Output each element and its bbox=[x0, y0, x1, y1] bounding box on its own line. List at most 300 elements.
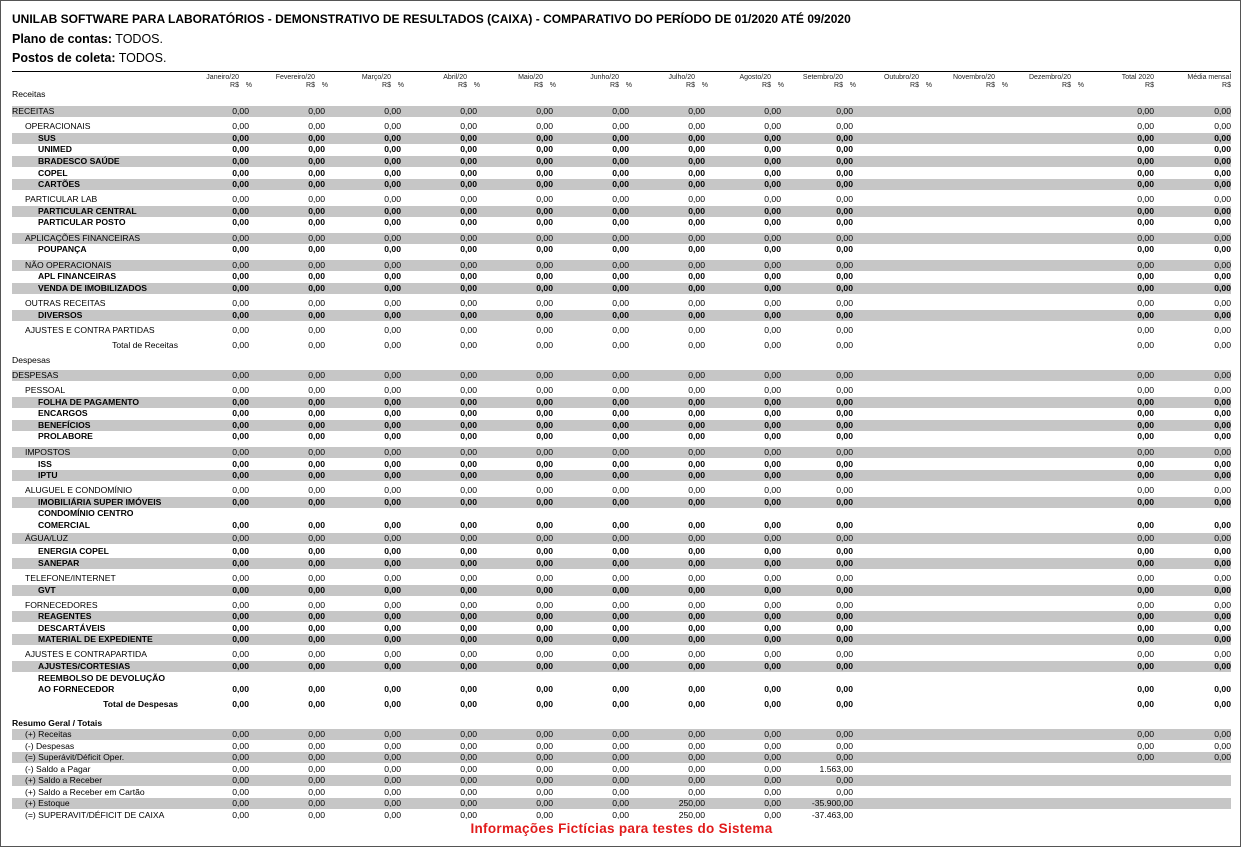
table-row bbox=[12, 233, 1231, 244]
row-value: 0,00 bbox=[612, 408, 629, 418]
row-value: 0,00 bbox=[612, 533, 629, 543]
row-value: 0,00 bbox=[836, 661, 853, 671]
col-header-percent: % bbox=[625, 82, 632, 89]
table-row bbox=[12, 673, 1231, 684]
row-value: 0,00 bbox=[384, 121, 401, 131]
row-value: 0,00 bbox=[688, 283, 705, 293]
row-value: 0,00 bbox=[1214, 611, 1231, 621]
row-value: 0,00 bbox=[1137, 233, 1154, 243]
row-value: 0,00 bbox=[536, 699, 553, 709]
row-value: 0,00 bbox=[1137, 298, 1154, 308]
row-label: (+) Saldo a Receber em Cartão bbox=[25, 787, 145, 797]
row-label: REEMBOLSO DE DEVOLUÇÃO bbox=[38, 673, 166, 683]
row-value: 0,00 bbox=[308, 775, 325, 785]
col-header-currency: R$ bbox=[1062, 82, 1071, 89]
row-value: 0,00 bbox=[1214, 271, 1231, 281]
row-value: 0,00 bbox=[384, 611, 401, 621]
row-value: 0,00 bbox=[1214, 533, 1231, 543]
row-value: 0,00 bbox=[764, 206, 781, 216]
row-value: 0,00 bbox=[1137, 179, 1154, 189]
row-label: FORNECEDORES bbox=[25, 600, 98, 610]
row-value: 0,00 bbox=[1137, 752, 1154, 762]
row-label: IMOBILIÁRIA SUPER IMÓVEIS bbox=[38, 497, 162, 507]
row-value: 0,00 bbox=[1214, 684, 1231, 694]
row-value: 0,00 bbox=[460, 194, 477, 204]
row-value: 0,00 bbox=[384, 661, 401, 671]
table-row bbox=[12, 89, 1231, 100]
row-label: (=) Superávit/Déficit Oper. bbox=[25, 752, 125, 762]
row-value: 0,00 bbox=[232, 310, 249, 320]
row-label: OUTRAS RECEITAS bbox=[25, 298, 106, 308]
row-value: 0,00 bbox=[384, 156, 401, 166]
row-value: 0,00 bbox=[1137, 244, 1154, 254]
table-row bbox=[12, 775, 1231, 786]
table-row bbox=[12, 485, 1231, 496]
row-value: 0,00 bbox=[836, 283, 853, 293]
row-value: 0,00 bbox=[384, 447, 401, 457]
row-value: 0,00 bbox=[1214, 397, 1231, 407]
col-header-currency: R$ bbox=[834, 82, 843, 89]
table-row bbox=[12, 283, 1231, 294]
row-value: 0,00 bbox=[764, 144, 781, 154]
row-value: 0,00 bbox=[384, 741, 401, 751]
row-value: 0,00 bbox=[1214, 408, 1231, 418]
row-value: 0,00 bbox=[688, 260, 705, 270]
row-label: APL FINANCEIRAS bbox=[38, 271, 117, 281]
row-value: 0,00 bbox=[1137, 573, 1154, 583]
row-value: 0,00 bbox=[384, 533, 401, 543]
row-value: 0,00 bbox=[460, 179, 477, 189]
row-value: 0,00 bbox=[308, 470, 325, 480]
row-value: 0,00 bbox=[1214, 340, 1231, 350]
row-value: 0,00 bbox=[688, 397, 705, 407]
row-value: 0,00 bbox=[612, 699, 629, 709]
row-value: 0,00 bbox=[764, 497, 781, 507]
row-value: 0,00 bbox=[232, 408, 249, 418]
row-label: PARTICULAR LAB bbox=[25, 194, 98, 204]
row-value: 0,00 bbox=[1137, 661, 1154, 671]
row-value: 0,00 bbox=[232, 168, 249, 178]
row-value: 0,00 bbox=[536, 623, 553, 633]
postos-label: Postos de coleta: bbox=[12, 51, 116, 65]
table-row bbox=[12, 325, 1231, 336]
row-value: 0,00 bbox=[612, 684, 629, 694]
row-value: 0,00 bbox=[612, 340, 629, 350]
row-value: 0,00 bbox=[688, 611, 705, 621]
row-value: 0,00 bbox=[232, 459, 249, 469]
row-value: 0,00 bbox=[232, 233, 249, 243]
row-value: 0,00 bbox=[460, 217, 477, 227]
row-value: 1.563,00 bbox=[819, 764, 853, 774]
row-value: 0,00 bbox=[460, 752, 477, 762]
row-value: 0,00 bbox=[836, 459, 853, 469]
row-value: 0,00 bbox=[836, 699, 853, 709]
row-value: 0,00 bbox=[536, 533, 553, 543]
row-value: 0,00 bbox=[232, 106, 249, 116]
row-value: 0,00 bbox=[536, 310, 553, 320]
row-value: 0,00 bbox=[460, 168, 477, 178]
row-value: 0,00 bbox=[460, 370, 477, 380]
row-label: VENDA DE IMOBILIZADOS bbox=[38, 283, 148, 293]
row-value: 0,00 bbox=[384, 649, 401, 659]
row-value: 0,00 bbox=[384, 206, 401, 216]
row-value: 0,00 bbox=[1137, 485, 1154, 495]
row-value: 0,00 bbox=[308, 144, 325, 154]
row-value: 0,00 bbox=[384, 370, 401, 380]
table-row bbox=[12, 370, 1231, 381]
row-value: 0,00 bbox=[1214, 156, 1231, 166]
row-label: Total de Receitas bbox=[112, 340, 178, 350]
row-value: 0,00 bbox=[1137, 310, 1154, 320]
row-value: 0,00 bbox=[688, 558, 705, 568]
col-header-percent: % bbox=[397, 82, 404, 89]
row-value: 0,00 bbox=[308, 325, 325, 335]
row-value: 0,00 bbox=[308, 168, 325, 178]
row-value: 0,00 bbox=[384, 385, 401, 395]
row-value: 0,00 bbox=[232, 533, 249, 543]
row-value: 0,00 bbox=[1137, 340, 1154, 350]
row-value: 0,00 bbox=[536, 283, 553, 293]
row-value: 0,00 bbox=[460, 649, 477, 659]
row-value: 0,00 bbox=[232, 298, 249, 308]
row-value: 0,00 bbox=[308, 431, 325, 441]
row-value: 0,00 bbox=[460, 206, 477, 216]
row-value: 0,00 bbox=[1214, 420, 1231, 430]
row-value: 0,00 bbox=[688, 271, 705, 281]
row-value: 0,00 bbox=[764, 764, 781, 774]
row-value: 0,00 bbox=[688, 661, 705, 671]
row-value: 0,00 bbox=[308, 217, 325, 227]
col-header-currency: R$ bbox=[382, 82, 391, 89]
table-row bbox=[12, 179, 1231, 190]
row-value: 0,00 bbox=[536, 634, 553, 644]
row-value: 0,00 bbox=[764, 325, 781, 335]
table-row bbox=[12, 206, 1231, 217]
row-value: 0,00 bbox=[1214, 370, 1231, 380]
row-value: 0,00 bbox=[612, 168, 629, 178]
row-value: 0,00 bbox=[536, 729, 553, 739]
row-label: TELEFONE/INTERNET bbox=[25, 573, 116, 583]
row-value: 0,00 bbox=[536, 752, 553, 762]
row-value: 250,00 bbox=[678, 798, 705, 808]
row-value: 0,00 bbox=[1137, 431, 1154, 441]
row-value: 0,00 bbox=[460, 611, 477, 621]
row-value: 0,00 bbox=[1137, 397, 1154, 407]
row-value: 0,00 bbox=[836, 558, 853, 568]
row-value: 0,00 bbox=[232, 764, 249, 774]
row-value: 0,00 bbox=[232, 340, 249, 350]
row-value: 0,00 bbox=[308, 459, 325, 469]
row-value: 0,00 bbox=[1214, 447, 1231, 457]
row-value: 0,00 bbox=[1214, 573, 1231, 583]
row-value: 0,00 bbox=[308, 520, 325, 530]
row-value: 0,00 bbox=[384, 168, 401, 178]
row-label: Despesas bbox=[12, 355, 51, 365]
row-label: BENEFÍCIOS bbox=[38, 420, 91, 430]
table-row bbox=[12, 718, 1231, 729]
row-value: 0,00 bbox=[460, 775, 477, 785]
row-value: 0,00 bbox=[612, 810, 629, 820]
row-value: 0,00 bbox=[688, 497, 705, 507]
row-value: 0,00 bbox=[688, 194, 705, 204]
row-value: 0,00 bbox=[688, 244, 705, 254]
row-value: 0,00 bbox=[1137, 729, 1154, 739]
table-row bbox=[12, 741, 1231, 752]
row-value: 0,00 bbox=[764, 741, 781, 751]
row-value: 0,00 bbox=[308, 447, 325, 457]
col-header-percent: % bbox=[473, 82, 480, 89]
row-value: 0,00 bbox=[764, 133, 781, 143]
row-value: 0,00 bbox=[308, 408, 325, 418]
row-value: 0,00 bbox=[836, 585, 853, 595]
row-value: 0,00 bbox=[308, 699, 325, 709]
row-value: 0,00 bbox=[232, 699, 249, 709]
col-header-percent: % bbox=[777, 82, 784, 89]
row-value: 0,00 bbox=[612, 271, 629, 281]
row-label: COMERCIAL bbox=[38, 520, 91, 530]
table-row bbox=[12, 684, 1231, 695]
table-row bbox=[12, 497, 1231, 508]
table-row bbox=[12, 397, 1231, 408]
row-value: 0,00 bbox=[1137, 370, 1154, 380]
row-value: 0,00 bbox=[384, 340, 401, 350]
row-value: 0,00 bbox=[764, 340, 781, 350]
row-value: 0,00 bbox=[460, 283, 477, 293]
row-label: (+) Receitas bbox=[25, 729, 72, 739]
row-value: 0,00 bbox=[384, 133, 401, 143]
row-value: 0,00 bbox=[536, 156, 553, 166]
row-value: 0,00 bbox=[1214, 106, 1231, 116]
row-value: 0,00 bbox=[536, 810, 553, 820]
table-row bbox=[12, 260, 1231, 271]
table-row bbox=[12, 661, 1231, 672]
row-value: 0,00 bbox=[764, 661, 781, 671]
row-value: 0,00 bbox=[688, 370, 705, 380]
row-value: 0,00 bbox=[612, 206, 629, 216]
row-value: 0,00 bbox=[1137, 741, 1154, 751]
row-value: 0,00 bbox=[1137, 271, 1154, 281]
row-value: 0,00 bbox=[836, 729, 853, 739]
row-value: 0,00 bbox=[536, 485, 553, 495]
row-value: 0,00 bbox=[308, 661, 325, 671]
row-value: 0,00 bbox=[1137, 611, 1154, 621]
row-value: 0,00 bbox=[536, 661, 553, 671]
table-row bbox=[12, 546, 1231, 557]
row-value: 0,00 bbox=[836, 325, 853, 335]
row-value: 0,00 bbox=[536, 546, 553, 556]
table-row bbox=[12, 470, 1231, 481]
row-value: 0,00 bbox=[308, 206, 325, 216]
row-label: RECEITAS bbox=[12, 106, 55, 116]
row-value: 0,00 bbox=[612, 397, 629, 407]
row-value: 0,00 bbox=[764, 623, 781, 633]
row-value: 0,00 bbox=[1137, 497, 1154, 507]
row-value: 0,00 bbox=[764, 634, 781, 644]
row-value: 0,00 bbox=[764, 385, 781, 395]
row-value: 0,00 bbox=[536, 520, 553, 530]
row-value: 0,00 bbox=[1137, 634, 1154, 644]
row-value: 0,00 bbox=[308, 260, 325, 270]
row-value: 0,00 bbox=[384, 397, 401, 407]
row-value: 0,00 bbox=[232, 661, 249, 671]
table-row bbox=[12, 244, 1231, 255]
row-label: OPERACIONAIS bbox=[25, 121, 91, 131]
row-value: 0,00 bbox=[688, 121, 705, 131]
table-row bbox=[12, 585, 1231, 596]
row-value: 0,00 bbox=[536, 420, 553, 430]
row-value: 0,00 bbox=[612, 431, 629, 441]
row-value: 0,00 bbox=[836, 144, 853, 154]
row-value: 0,00 bbox=[836, 217, 853, 227]
row-value: 0,00 bbox=[1137, 121, 1154, 131]
row-label: MATERIAL DE EXPEDIENTE bbox=[38, 634, 153, 644]
row-value: 0,00 bbox=[384, 298, 401, 308]
row-value: 0,00 bbox=[1137, 447, 1154, 457]
row-label: Resumo Geral / Totais bbox=[12, 718, 103, 728]
row-value: 0,00 bbox=[836, 397, 853, 407]
row-value: 0,00 bbox=[308, 585, 325, 595]
row-value: 0,00 bbox=[308, 764, 325, 774]
row-value: 0,00 bbox=[612, 775, 629, 785]
row-value: 0,00 bbox=[612, 787, 629, 797]
row-value: 0,00 bbox=[764, 244, 781, 254]
row-value: 0,00 bbox=[1214, 133, 1231, 143]
row-value: 0,00 bbox=[308, 106, 325, 116]
row-value: 0,00 bbox=[232, 775, 249, 785]
row-value: 0,00 bbox=[384, 244, 401, 254]
row-value: 0,00 bbox=[836, 271, 853, 281]
row-value: 0,00 bbox=[836, 431, 853, 441]
row-value: 0,00 bbox=[612, 260, 629, 270]
row-value: 0,00 bbox=[460, 420, 477, 430]
row-value: 0,00 bbox=[536, 397, 553, 407]
table-row bbox=[12, 133, 1231, 144]
row-value: 0,00 bbox=[308, 133, 325, 143]
table-row bbox=[12, 431, 1231, 442]
col-header-percent: % bbox=[1077, 82, 1084, 89]
row-label: POUPANÇA bbox=[38, 244, 87, 254]
row-label: DESPESAS bbox=[12, 370, 59, 380]
col-header-month: Abril/20 bbox=[443, 74, 467, 81]
row-value: 0,00 bbox=[1214, 179, 1231, 189]
row-value: 0,00 bbox=[836, 370, 853, 380]
row-value: 0,00 bbox=[536, 611, 553, 621]
row-value: 0,00 bbox=[308, 121, 325, 131]
row-value: 0,00 bbox=[536, 764, 553, 774]
row-value: 0,00 bbox=[1214, 497, 1231, 507]
row-label: AJUSTES/CORTESIAS bbox=[38, 661, 131, 671]
row-value: 0,00 bbox=[764, 408, 781, 418]
row-value: 0,00 bbox=[764, 533, 781, 543]
row-value: 0,00 bbox=[232, 558, 249, 568]
row-value: 0,00 bbox=[836, 133, 853, 143]
table-row bbox=[12, 533, 1231, 544]
row-value: 0,00 bbox=[764, 179, 781, 189]
row-label: ÁGUA/LUZ bbox=[25, 533, 68, 543]
row-value: 0,00 bbox=[612, 520, 629, 530]
row-value: 0,00 bbox=[1137, 133, 1154, 143]
row-value: 0,00 bbox=[688, 408, 705, 418]
row-value: 0,00 bbox=[612, 623, 629, 633]
row-value: 0,00 bbox=[384, 752, 401, 762]
row-value: 0,00 bbox=[308, 798, 325, 808]
row-value: 0,00 bbox=[384, 217, 401, 227]
row-value: 0,00 bbox=[612, 283, 629, 293]
row-value: 0,00 bbox=[1214, 283, 1231, 293]
row-value: 0,00 bbox=[836, 520, 853, 530]
row-label: (=) SUPERAVIT/DÉFICIT DE CAIXA bbox=[25, 810, 165, 820]
row-value: 0,00 bbox=[688, 106, 705, 116]
row-value: 0,00 bbox=[1214, 206, 1231, 216]
row-value: 0,00 bbox=[688, 684, 705, 694]
row-value: 0,00 bbox=[836, 121, 853, 131]
row-value: 0,00 bbox=[688, 520, 705, 530]
row-value: 0,00 bbox=[612, 459, 629, 469]
row-value: 0,00 bbox=[460, 133, 477, 143]
row-value: 0,00 bbox=[232, 573, 249, 583]
row-value: 0,00 bbox=[612, 752, 629, 762]
row-value: 0,00 bbox=[688, 340, 705, 350]
row-value: 0,00 bbox=[1214, 310, 1231, 320]
row-label: ISS bbox=[38, 459, 52, 469]
row-value: 0,00 bbox=[688, 573, 705, 583]
row-label: APLICAÇÕES FINANCEIRAS bbox=[25, 233, 141, 243]
row-value: 0,00 bbox=[460, 623, 477, 633]
row-value: 0,00 bbox=[232, 325, 249, 335]
row-value: 0,00 bbox=[1137, 600, 1154, 610]
row-value: 0,00 bbox=[536, 497, 553, 507]
row-value: 0,00 bbox=[688, 133, 705, 143]
row-value: 0,00 bbox=[308, 420, 325, 430]
row-value: 0,00 bbox=[232, 623, 249, 633]
row-value: 0,00 bbox=[688, 600, 705, 610]
row-label: ENERGIA COPEL bbox=[38, 546, 109, 556]
table-row bbox=[12, 298, 1231, 309]
row-value: 0,00 bbox=[460, 325, 477, 335]
row-value: 0,00 bbox=[612, 611, 629, 621]
col-header-currency: R$ bbox=[1145, 82, 1154, 89]
row-value: 0,00 bbox=[384, 497, 401, 507]
table-row bbox=[12, 573, 1231, 584]
row-value: 0,00 bbox=[384, 310, 401, 320]
row-value: 0,00 bbox=[764, 787, 781, 797]
row-value: 0,00 bbox=[764, 260, 781, 270]
row-value: 0,00 bbox=[688, 585, 705, 595]
row-value: 0,00 bbox=[384, 787, 401, 797]
row-value: 0,00 bbox=[536, 168, 553, 178]
table-row bbox=[12, 340, 1231, 351]
col-header-month: Novembro/20 bbox=[952, 74, 995, 81]
row-value: 0,00 bbox=[384, 546, 401, 556]
row-value: 0,00 bbox=[764, 431, 781, 441]
row-value: 0,00 bbox=[836, 233, 853, 243]
row-value: 0,00 bbox=[308, 233, 325, 243]
row-value: 0,00 bbox=[460, 546, 477, 556]
row-value: 0,00 bbox=[612, 244, 629, 254]
row-label: (-) Saldo a Pagar bbox=[25, 764, 91, 774]
row-value: -37.463,00 bbox=[811, 810, 853, 820]
row-value: 0,00 bbox=[232, 649, 249, 659]
row-value: 0,00 bbox=[836, 752, 853, 762]
row-value: 0,00 bbox=[836, 385, 853, 395]
row-value: 0,00 bbox=[308, 573, 325, 583]
row-value: 0,00 bbox=[764, 775, 781, 785]
row-value: 0,00 bbox=[688, 787, 705, 797]
row-value: 0,00 bbox=[536, 798, 553, 808]
col-header-percent: % bbox=[321, 82, 328, 89]
row-value: 0,00 bbox=[1137, 144, 1154, 154]
row-value: 0,00 bbox=[460, 144, 477, 154]
